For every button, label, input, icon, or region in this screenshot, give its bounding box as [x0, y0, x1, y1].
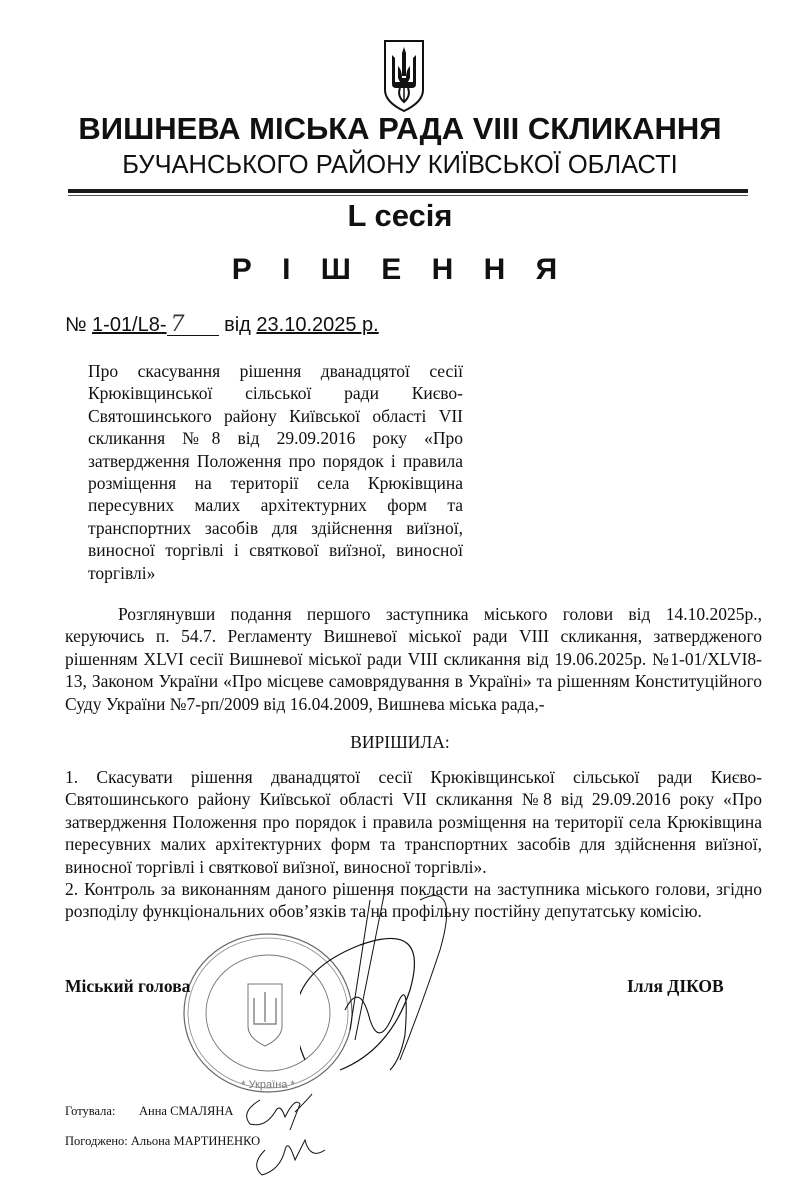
prepared-by-label: Готувала:: [65, 1104, 116, 1118]
number-sign: №: [65, 314, 87, 336]
header-divider: [68, 189, 748, 193]
decision-number-line: [65, 314, 379, 337]
mayor-name: Ілля ДІКОВ: [627, 976, 724, 996]
session-title: L сесія: [347, 198, 453, 233]
preparer-signature-icon: [240, 1092, 320, 1132]
council-title: ВИШНЕВА МІСЬКА РАДА VIII СКЛИКАННЯ: [78, 111, 722, 146]
agreed-by: [65, 1134, 260, 1149]
decision-item-2: 2. Контроль за виконанням даного рішення покласти на заступника міського голови, згідно розподілу функціональних обов’язків та на профільну постійну депутатську комісію.: [65, 879, 762, 922]
subject-text: Про скасування рішення дванадцятої сесії Крюківщинської сільської ради Києво-Святошинського району Київської області VII скликання №8 від 29.09.2016 року «Про затвердження Положення про порядок і правила розміщення на території села Крюківщина пересувних малих архітектурних форм та транспортних засобів для здійснення виїзної, виносної торгівлі і святкової виїзної, виносної торгівлі»: [88, 361, 463, 583]
decision-subject: [88, 360, 463, 584]
date-prefix: від: [224, 314, 251, 336]
decision-item-1: 1. Скасувати рішення дванадцятої сесії Крюківщинської сільської ради Києво-Святошинського району Київської області VII скликання №8 від 29.09.2016 року «Про затвердження Положення про порядок і правила розміщення на території села Крюківщина пересувних малих архітектурних форм та транспортних засобів для здійснення виїзної, виносної торгівлі і святкової виїзної, виносної торгівлі».: [65, 767, 762, 877]
decision-number: 1-01/L8-: [92, 314, 167, 336]
mayor-signature-icon: [300, 860, 500, 1110]
svg-text:* Україна *: * Україна *: [241, 1079, 295, 1091]
preamble: [65, 603, 762, 715]
approver-signature-icon: [250, 1130, 330, 1180]
trident-emblem-icon: [382, 38, 426, 114]
prepared-by-name: Анна СМАЛЯНА: [139, 1104, 234, 1118]
agreed-by-label: Погоджено:: [65, 1134, 128, 1148]
mayor-title: Міський голова: [65, 976, 191, 996]
handwritten-number: 7: [167, 315, 219, 336]
resolved-heading: ВИРІШИЛА:: [350, 732, 450, 752]
header-divider-thin: [68, 195, 748, 196]
council-subtitle: БУЧАНСЬКОГО РАЙОНУ КИЇВСЬКОЇ ОБЛАСТІ: [122, 149, 678, 179]
decision-date: 23.10.2025 р.: [256, 314, 379, 336]
agreed-by-name: Альона МАРТИНЕНКО: [130, 1134, 261, 1148]
preamble-text: Розглянувши подання першого заступника міського голови від 14.10.2025р., керуючись п. 54.7. Регламенту Вишневої міської ради VIII скликання, затвердженого рішенням XLVI сесії Вишневої міської ради VIII скликання від 19.06.2025р. №1-01/XLVI8-13, Законом України «Про місцеве самоврядування в Україні» та рішенням Конституційного Суду України №7-рп/2009 від 16.04.2009, Вишнева міська рада,-: [65, 604, 762, 714]
document-type-title: Р І Ш Е Н Н Я: [231, 253, 569, 286]
